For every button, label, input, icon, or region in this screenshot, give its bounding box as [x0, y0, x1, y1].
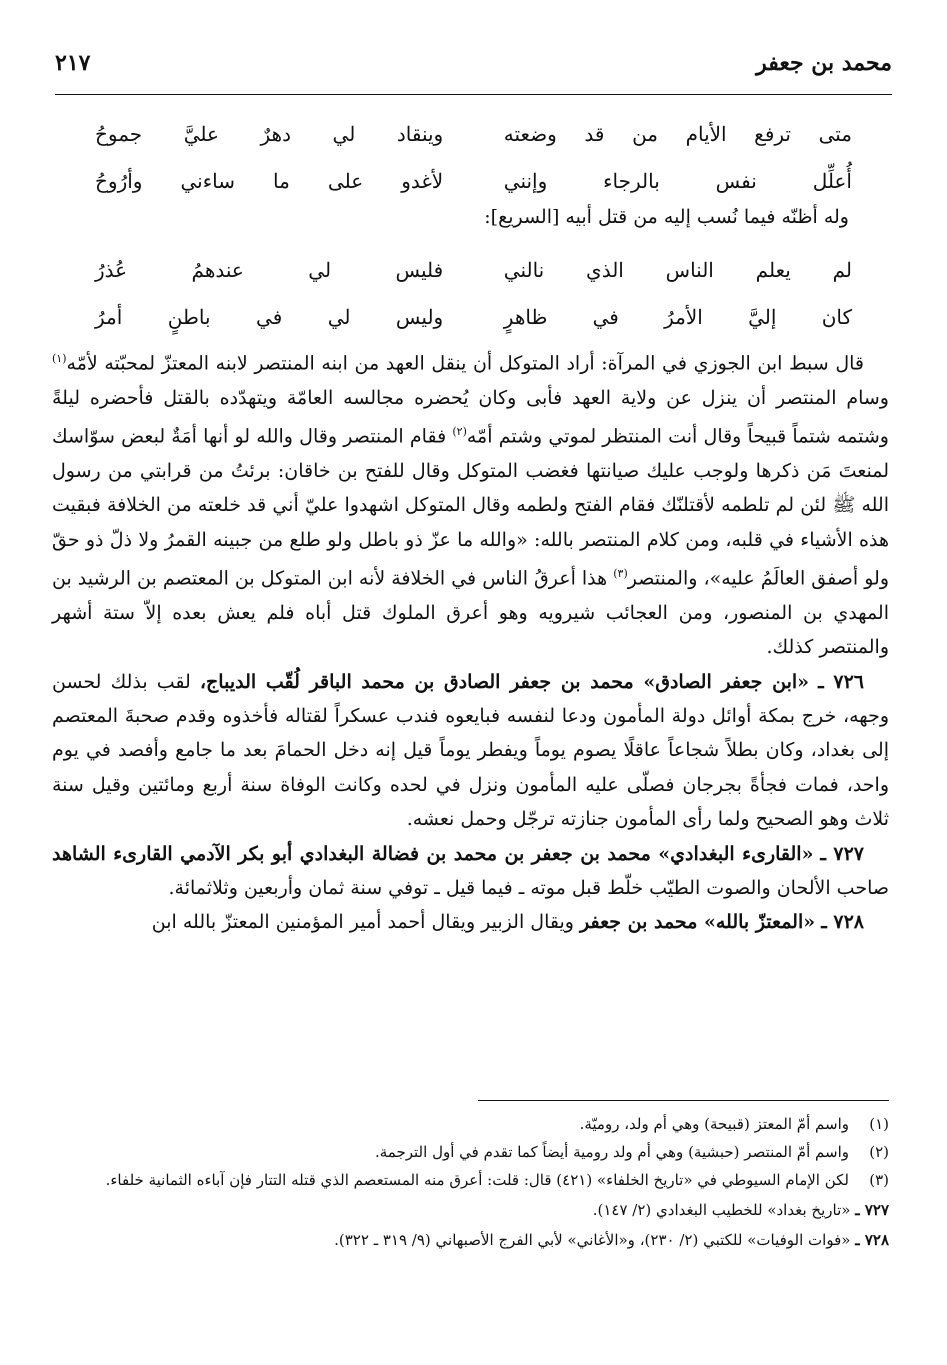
paragraph-text: فقام المنتصر وقال والله لو أنها أمَةٌ لبعض سوّاسك لمنعتَ مَن ذكرها ولوجب عليك صيانتها فغضب المتوكل وقال للفتح بن خاقان: برئتُ من قرابتي من رسول الله ﷺ لئن لم تلطمه لأقتلنّك فقام الفتح ولطمه وقال المتوكل اشهدوا عليّ أني قد خلعته من الخلافة فبقيت هذه الأشياء في قلبه، ومن كلام المنتصر بالله: «والله ما عزّ ذو باطل ولو طلع من جبينه القمرُ ولا ذلّ ذو حقّ ولو أصفق العالَمُ عليه»، والمنتصر [52, 425, 889, 590]
entry-heading: «ابن جعفر الصادق» محمد بن جعفر الصادق بن محمد الباقر لُقّب الديباج، [199, 670, 810, 693]
footnote-number: (٣) [869, 1171, 889, 1189]
source-text: «تاريخ بغداد» للخطيب البغدادي (٢/ ١٤٧). [592, 1201, 851, 1219]
verse-line [95, 110, 852, 157]
footnote-number: (٢) [869, 1143, 889, 1161]
footnote-ref: (٣) [613, 567, 628, 581]
poem-1 [95, 110, 852, 204]
verse-second-hemistich: وينقاد لي دهرٌ عليَّ جموحُ [95, 121, 444, 146]
verse-first-hemistich: كان إليَّ الأمرُ في ظاهرٍ [503, 304, 852, 329]
entry-726 [52, 665, 889, 837]
verse-first-hemistich: أُعلِّل نفس بالرجاء وإنني [503, 168, 852, 193]
entry-728 [52, 905, 889, 939]
footnotes [55, 1110, 889, 1254]
paragraph-mirat-quote [52, 342, 889, 665]
entry-text: صاحب الألحان والصوت الطيّب خلّط قبل موته ـ فيما قيل ـ توفي سنة ثمان وأربعين وثلاثمائة. [168, 877, 889, 900]
source-reference [55, 1196, 889, 1224]
verse-second-hemistich: وليس لي في باطنٍ أمرُ [95, 304, 444, 329]
entry-number: ٧٢٧ ـ [820, 842, 864, 865]
verse-line [95, 293, 852, 340]
footnote-ref: (١) [52, 352, 67, 365]
body-text [52, 342, 889, 940]
entry-heading: «القارىء البغدادي» محمد بن جعفر بن محمد بن فضالة البغدادي أبو بكر الآدمي القارىء الشاهد [52, 842, 814, 865]
entry-heading: «المعتزّ بالله» محمد بن جعفر [579, 911, 816, 934]
paragraph-text: قال سبط ابن الجوزي في المرآة: أراد المتوكل أن ينقل العهد من ابنه المنتصر لابنه المعتزّ لمحبّته لأمّه [66, 352, 864, 375]
footnote-number: (١) [869, 1115, 889, 1133]
running-title: محمد بن جعفر [756, 50, 892, 76]
footnote-text: لكن الإمام السيوطي في «تاريخ الخلفاء» (٤٢١) قال: قلت: أعرق منه المستعصم الذي قتله التتار فإن آباءه الثمانية خلفاء. [105, 1171, 849, 1189]
footnote [55, 1138, 889, 1166]
footnote-separator [478, 1100, 889, 1101]
entry-number: ٧٢٦ ـ [818, 670, 864, 693]
entry-number: ٧٢٨ ـ [821, 911, 864, 934]
paragraph-text: وسام المنتصر أن ينزل عن ولاية العهد فأبى وكان يُحضره مجالسه العامّة ويتهدّده بالقتل فأحضره ليلةً وشتمه شتماً قبيحاً وقال أنت المنتظر لموتي وشتم أمّه [52, 386, 889, 448]
verse-line [95, 246, 852, 293]
verse-second-hemistich: فليس لي عندهمُ عُذرُ [95, 257, 444, 282]
footnote-text: واسم أمّ المنتصر (حبشية) وهي أم ولد رومية أيضاً كما تقدم في أول الترجمة. [375, 1143, 849, 1161]
footnote [55, 1110, 889, 1138]
entry-text: لقب بذلك لحسن وجهه، خرج بمكة أوائل دولة المأمون ودعا لنفسه فبايعوه فندب عسكراً لقتاله فأخذوه وقدم صحبةَ المعتصم إلى بغداد، وكان بطلاً شجاعاً عاقلًا يصوم يوماً ويفطر يوماً قيل إنه دخل الحمامَ بعد ما جامع وأفصد في يوم واحد، فمات فجأةً بجرجان فصلّى عليه المأمون ونزل في لحده وكانت الوفاة سنة أربع ومائتين وقيل سنة ثلاث وهو الصحيح ولما رأى المأمون جنازته ترجّل وحمل نعشه. [52, 670, 889, 831]
footnote-text: واسم أمّ المعتز (قبيحة) وهي أم ولد، روميّة. [579, 1115, 849, 1133]
source-reference [55, 1226, 889, 1254]
entry-text: ويقال الزبير ويقال أحمد أمير المؤمنين المعتزّ بالله ابن [151, 911, 580, 934]
paragraph-text: هذا أعرقُ الناس في الخلافة لأنه ابن المتوكل بن المعتصم بن الرشيد بن المهدي بن المنصور، ومن العجائب شيرويه وهو أعرق الملوك قتل أباه فلم يعش بعده إلاّ ستة أشهر والمنتصر كذلك. [52, 567, 889, 659]
verse-first-hemistich: متى ترفع الأيام من قد وضعته [503, 121, 852, 146]
verse-first-hemistich: لم يعلم الناس الذي نالني [503, 257, 852, 282]
source-entry-number: ٧٢٧ ـ [855, 1201, 889, 1219]
source-entry-number: ٧٢٨ ـ [855, 1231, 889, 1249]
source-text: «فوات الوفيات» للكتبي (٢/ ٢٣٠)، و«الأغاني» لأبي الفرج الأصبهاني (٩/ ٣١٩ ـ ٣٢٢). [334, 1231, 851, 1249]
footnote [55, 1166, 889, 1194]
footnote-ref: (٢) [452, 425, 467, 439]
poem-2 [95, 246, 852, 340]
verse-intro: وله أظنّه فيما نُسب إليه من قتل أبيه [السريع]: [484, 206, 849, 228]
verse-second-hemistich: لأغدو على ما ساءني وأرُوحُ [95, 168, 444, 193]
verse-line [95, 157, 852, 204]
entry-727 [52, 837, 889, 906]
page-number: ٢١٧ [55, 50, 91, 76]
page-header [55, 38, 892, 95]
